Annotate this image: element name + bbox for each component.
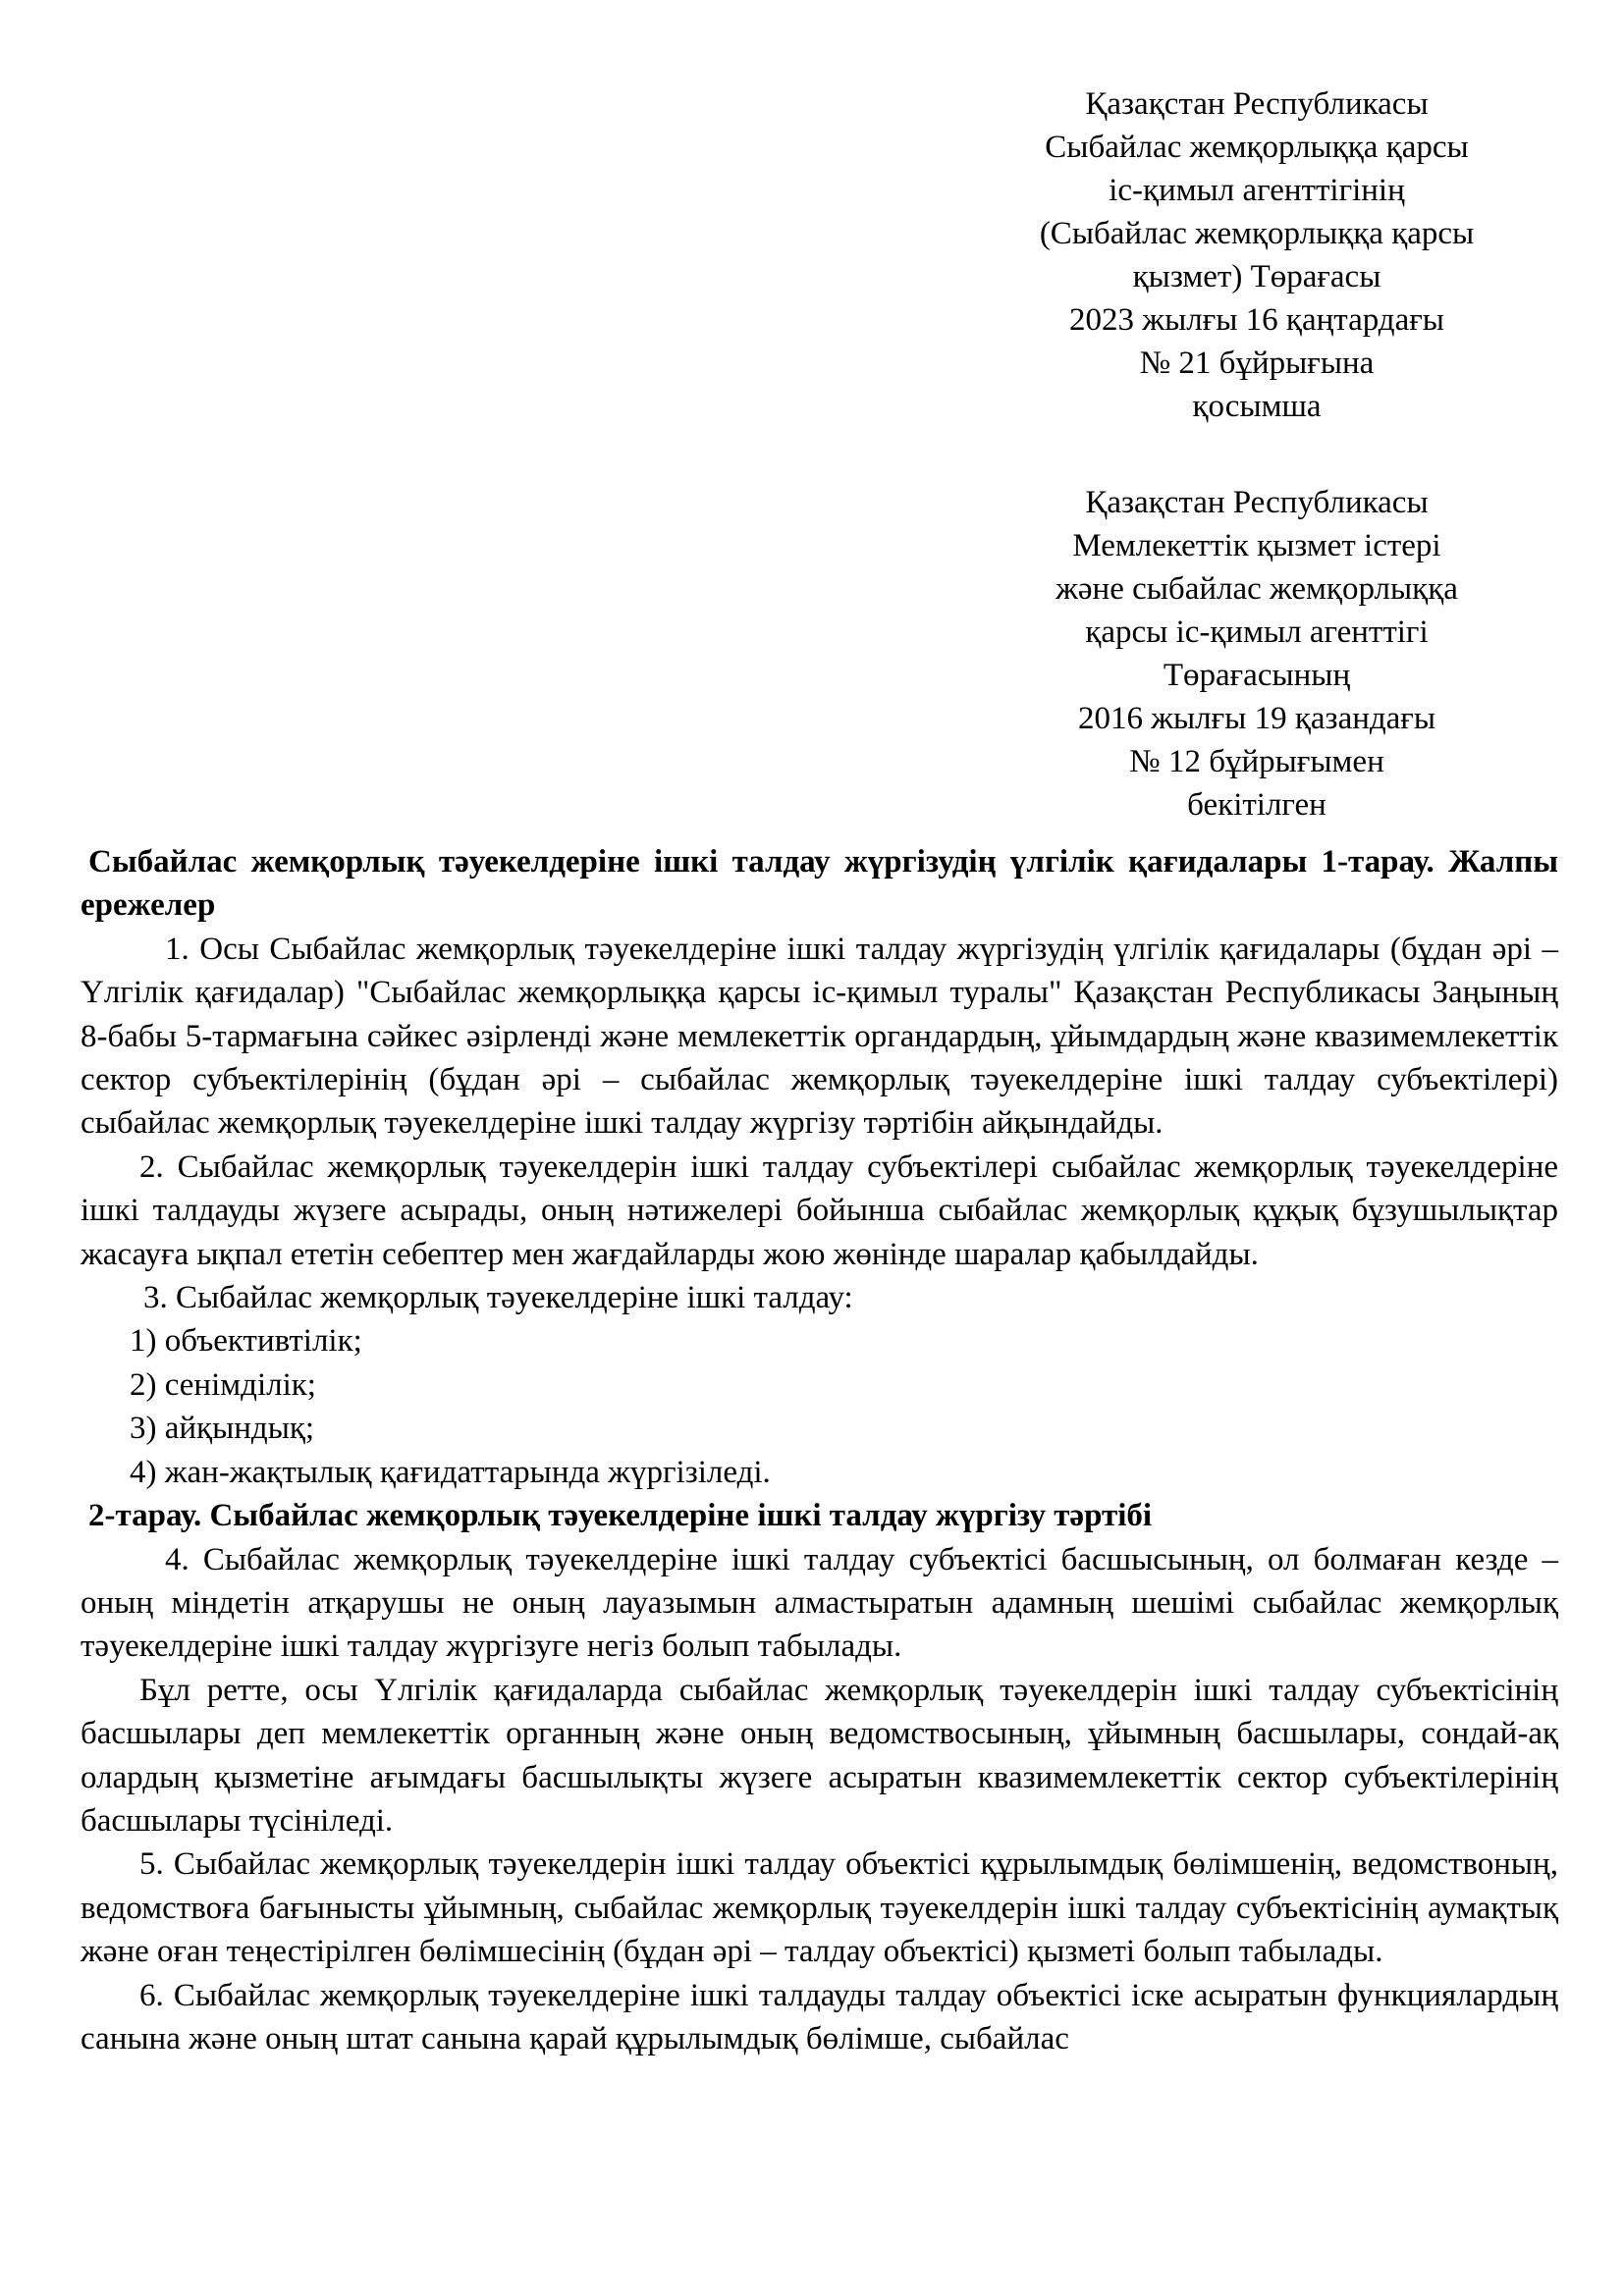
chapter-2-heading: 2-тарау. Сыбайлас жемқорлық тәуекелдеріне ішкі талдау жүргізу тәртібі [88,1498,1153,1534]
stamp-line: Сыбайлас жемқорлыққа қарсы [1045,130,1469,165]
stamp-line: Қазақстан Республикасы [1085,485,1429,520]
stamp-line: Мемлекеттік қызмет істері [1072,528,1441,563]
stamp-line: және сыбайлас жемқорлыққа [1056,571,1458,607]
stamp-line: қосымша [1192,389,1322,424]
stamp-line: № 12 бұйрығымен [1129,744,1384,779]
list-item: 3) айқындық; [130,1411,315,1447]
paragraph-3: 3. Сыбайлас жемқорлық тәуекелдеріне ішкі талдау: [143,1280,853,1316]
stamp-line: 2016 жылғы 19 қазандағы [1077,701,1436,736]
stamp-line: бекітілген [1187,787,1326,823]
appendix-stamp [1001,82,1512,428]
list-item: 1) объективтілік; [130,1323,362,1360]
stamp-line: Қазақстан Республикасы [1085,86,1429,122]
approval-stamp [1001,481,1512,827]
paragraph-4: 4. Сыбайлас жемқорлық тәуекелдеріне ішкі талдау субъектісі басшысының, ол болмаған кезде – оның міндетін атқарушы не оның лауазымын алмастыратын адамның шешімі сыбайлас жемқорлық тәуекелдеріне ішкі талдау жүргізуге негіз болып табылады. [81,1541,1558,1665]
stamp-line: (Сыбайлас жемқорлыққа қарсы [1039,216,1475,251]
paragraph-5: 5. Сыбайлас жемқорлық тәуекелдерін ішкі талдау объектісі құрылымдық бөлімшенің, ведомствоның, ведомствоға бағынысты ұйымның, сыбайлас жемқорлық тәуекелдерін ішкі талдау субъектісінің аумақтық және оған теңестірілген бөлімшесінің (бұдан әрі – талдау объектісі) қызметі болып табылады. [81,1846,1558,1970]
stamp-line: 2023 жылғы 16 қаңтардағы [1069,302,1444,338]
paragraph-6: 6. Сыбайлас жемқорлық тәуекелдеріне ішкі талдауды талдау объектісі іске асыратын функциялардың санына және оның штат санына қарай құрылымдық бөлімше, сыбайлас [81,1977,1558,2056]
paragraph-1: 1. Осы Сыбайлас жемқорлық тәуекелдеріне ішкі талдау жүргізудің үлгілік қағидалары (бұдан әрі – Үлгілік қағидалар) "Сыбайлас жемқорлыққа қарсы іс-қимыл туралы" Қазақстан Республикасы Заңының 8-бабы 5-тармағына сәйкес әзірленді және мемлекеттік органдардың, ұйымдардың және квазимемлекеттік сектор субъектілерінің (бұдан әрі – сыбайлас жемқорлық тәуекелдеріне ішкі талдау субъектілері) сыбайлас жемқорлық тәуекелдеріне ішкі талдау жүргізу тәртібін айқындайды. [81,931,1558,1142]
list-item: 4) жан-жақтылық қағидаттарында жүргізіледі. [130,1454,771,1490]
stamp-line: қарсы іс-қимыл агенттігі [1085,614,1429,650]
paragraph-4-note: Бұл ретте, осы Үлгілік қағидаларда сыбайлас жемқорлық тәуекелдерін ішкі талдау субъектісінің басшылары деп мемлекеттік органның және оның ведомствосының, ұйымның басшылары, сондай-ақ олардың қызметіне ағымдағы басшылықты жүзеге асыратын квазимемлекеттік сектор субъектілерінің басшылары түсініледі. [81,1672,1558,1839]
document-body [81,840,1558,2060]
stamp-line: Төрағасының [1163,658,1351,693]
list-item: 2) сенімділік; [130,1366,316,1403]
stamp-line: қызмет) Төрағасы [1132,259,1381,294]
document-title: Сыбайлас жемқорлық тәуекелдеріне ішкі талдау жүргізудің үлгілік қағидалары 1-тарау. Жалпы ережелер [81,844,1558,924]
stamp-line: іс-қимыл агенттігінің [1109,173,1405,208]
stamp-line: № 21 бұйрығына [1139,346,1375,381]
paragraph-2: 2. Сыбайлас жемқорлық тәуекелдерін ішкі талдау субъектілері сыбайлас жемқорлық тәуекелдеріне ішкі талдауды жүзеге асырады, оның нәтижелері бойынша сыбайлас жемқорлық құқық бұзушылықтар жасауға ықпал ететін себептер мен жағдайларды жою жөнінде шаралар қабылдайды. [81,1148,1558,1272]
